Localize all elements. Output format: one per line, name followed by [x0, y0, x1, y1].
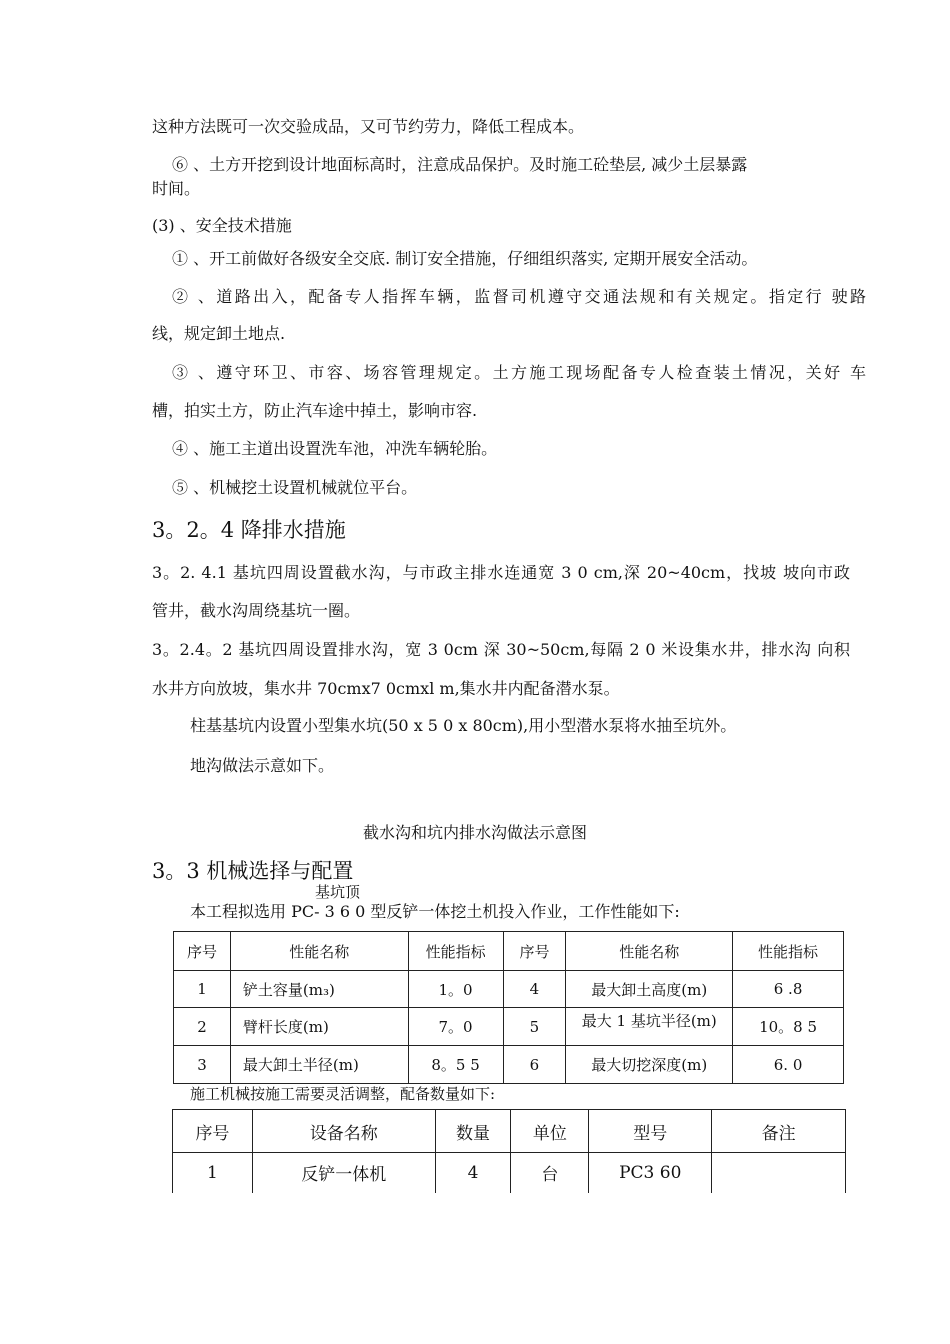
table-cell: 4 — [435, 1153, 511, 1193]
table-cell: 6 — [503, 1046, 566, 1084]
paragraph-safety-5: ⑤ 、机械挖土设置机械就位平台。 — [172, 478, 418, 497]
equipment-table — [172, 1109, 846, 1193]
header-cell: 序号 — [174, 932, 231, 971]
paragraph-item-6: ⑥ 、土方开挖到设计地面标高时，注意成品保护。及时施工砼垫层, 减少土层暴露 — [172, 155, 748, 174]
header-cell: 单位 — [511, 1110, 589, 1153]
paragraph-method: 这种方法既可一次交验成品，又可节约劳力，降低工程成本。 — [152, 117, 585, 136]
section-safety-heading: (3) 、安全技术措施 — [152, 216, 292, 235]
paragraph-safety-2: ② 、道路出入，配备专人指挥车辆，监督司机遵守交通法规和有关规定。指定行 驶路 — [172, 287, 866, 306]
paragraph-safety-2-cont: 线，规定卸土地点. — [152, 324, 286, 343]
table-row — [173, 1153, 846, 1193]
figure-caption: 截水沟和坑内排水沟做法示意图 — [362, 823, 587, 842]
table-cell: 4 — [503, 971, 566, 1008]
header-cell: 性能指标 — [408, 932, 503, 971]
table-row — [174, 1046, 844, 1084]
table-row — [174, 971, 844, 1008]
paragraph-sump-pit: 柱基基坑内设置小型集水坑(50 x 5 0 x 80cm),用小型潜水泵将水抽至坑外。 — [190, 716, 737, 735]
paragraph-safety-4: ④ 、施工主道出设置洗车池，冲洗车辆轮胎。 — [172, 439, 498, 458]
table-cell: 1 — [173, 1153, 253, 1193]
table-cell: 铲土容量(m₃) — [230, 971, 408, 1008]
table-header-row — [174, 932, 844, 971]
table-cell: 最大卸土半径(m) — [230, 1046, 408, 1084]
header-cell: 序号 — [503, 932, 566, 971]
table-cell: 8。5 5 — [408, 1046, 503, 1084]
table-cell: 最大卸土高度(m) — [566, 971, 733, 1008]
table-cell: 5 — [503, 1008, 566, 1046]
table-cell: 6 .8 — [733, 971, 844, 1008]
paragraph-safety-3-cont: 槽，拍实土方，防止汽车途中掉土，影响市容. — [152, 401, 478, 420]
paragraph-diagram-intro: 地沟做法示意如下。 — [190, 756, 335, 775]
paragraph-drainage-1-cont: 管井，截水沟周绕基坑一圈。 — [152, 601, 361, 620]
paragraph-safety-1: ① 、开工前做好各级安全交底. 制订安全措施，仔细组织落实, 定期开展安全活动。 — [172, 249, 758, 268]
header-cell: 性能名称 — [230, 932, 408, 971]
header-cell: 备注 — [712, 1110, 846, 1153]
paragraph-item-6-cont: 时间。 — [152, 179, 201, 198]
table-cell: 臂杆长度(m) — [230, 1008, 408, 1046]
performance-table — [173, 931, 844, 1084]
table-cell — [712, 1153, 846, 1193]
table-cell: 7。0 — [408, 1008, 503, 1046]
header-cell: 性能名称 — [566, 932, 733, 971]
table-header-row — [173, 1110, 846, 1153]
paragraph-drainage-1: 3。2. 4.1 基坑四周设置截水沟，与市政主排水连通宽 3 0 cm,深 20~40cm，找坡 坡向市政 — [152, 563, 850, 582]
paragraph-drainage-2: 3。2.4。2 基坑四周设置排水沟，宽 3 0cm 深 30~50cm,每隔 2 0 米设集水井，排水沟 向积 — [152, 640, 850, 659]
table-cell: 最大切挖深度(m) — [566, 1046, 733, 1084]
paragraph-drainage-2-cont: 水井方向放坡，集水井 70cmx7 0cmxl m,集水井内配备潜水泵。 — [152, 679, 620, 698]
paragraph-safety-3: ③ 、遵守环卫、市容、场容管理规定。土方施工现场配备专人检查装土情况，关好 车 — [172, 363, 866, 382]
table-cell: 1。0 — [408, 971, 503, 1008]
header-cell: 序号 — [173, 1110, 253, 1153]
figure-label: 基坑顶 — [315, 883, 361, 901]
paragraph-equipment-intro: 施工机械按施工需要灵活调整，配备数量如下: — [190, 1085, 496, 1103]
table-cell: 3 — [174, 1046, 231, 1084]
table-cell: PC3 60 — [589, 1153, 712, 1193]
table-cell: 反铲一体机 — [252, 1153, 435, 1193]
header-cell: 数量 — [435, 1110, 511, 1153]
table-cell: 最大 1 基坑半径(m) — [566, 1008, 733, 1046]
table-cell: 台 — [511, 1153, 589, 1193]
table-cell: 6. 0 — [733, 1046, 844, 1084]
header-cell: 型号 — [589, 1110, 712, 1153]
header-cell: 设备名称 — [252, 1110, 435, 1153]
section-heading-machinery: 3。3 机械选择与配置 — [152, 859, 354, 883]
table-row — [174, 1008, 844, 1046]
section-heading-drainage: 3。2。4 降排水措施 — [152, 518, 346, 542]
header-cell: 性能指标 — [733, 932, 844, 971]
table-cell: 2 — [174, 1008, 231, 1046]
table-cell: 10。8 5 — [733, 1008, 844, 1046]
table-cell: 1 — [174, 971, 231, 1008]
paragraph-excavator-intro: 本工程拟选用 PC- 3 6 0 型反铲一体挖土机投入作业，工作性能如下: — [190, 902, 680, 921]
